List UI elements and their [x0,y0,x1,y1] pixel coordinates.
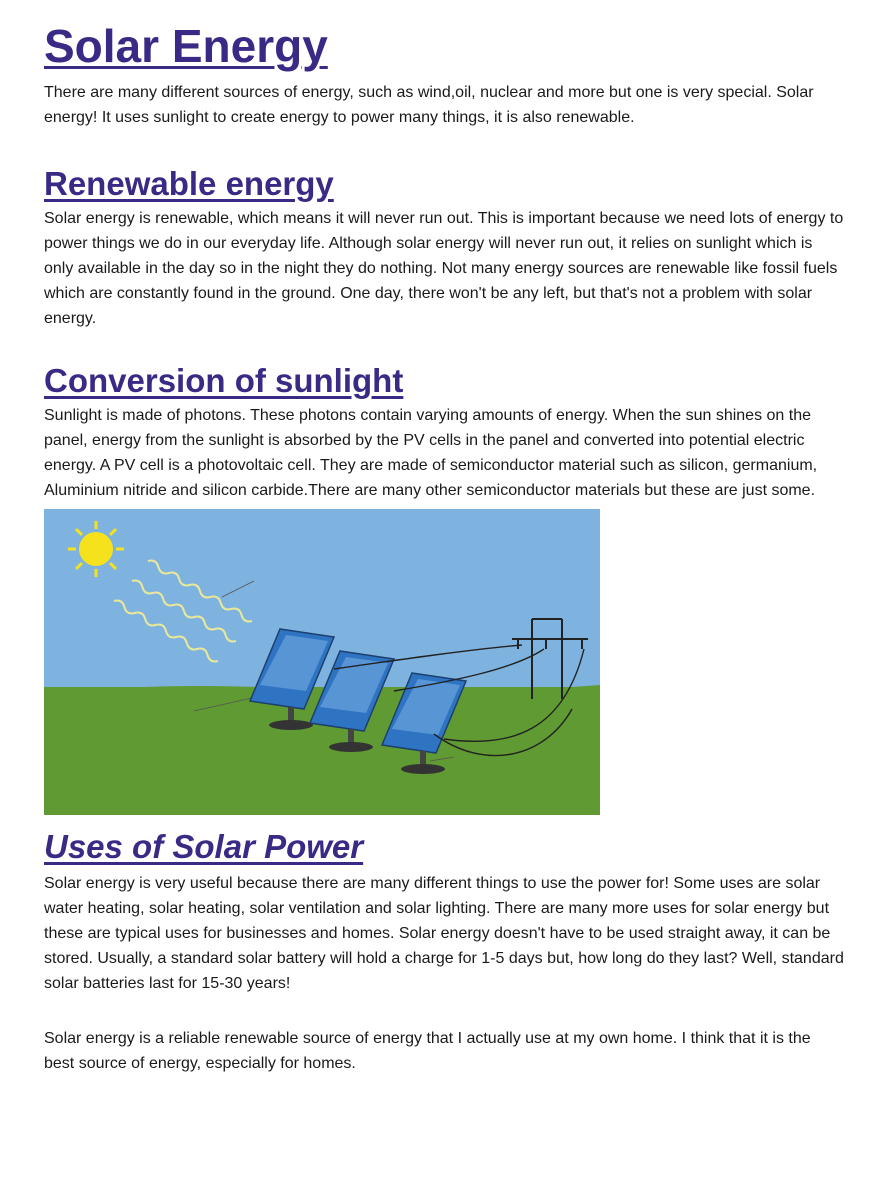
page-title: Solar Energy [44,20,328,72]
heading-uses-of-solar-power: Uses of Solar Power [44,828,364,865]
solar-panel-illustration [44,509,600,815]
paragraph-conversion-of-sunlight: Sunlight is made of photons. These photons contain varying amounts of energy. When the sun shines on the panel, energy from the sunlight is absorbed by the PV cells in the panel and converted into potential electric energy. A PV cell is a photovoltaic cell. They are made of semiconductor material such as silicon, germanium, Aluminium nitride and silicon carbide.There are many other semiconductor materials but these are just some. [44,407,818,499]
heading-renewable-energy: Renewable energy [44,165,334,202]
paragraph-uses-of-solar-power: Solar energy is very useful because there are many different things to use the power for! Some uses are solar water heating, solar heating, solar ventilation and solar lighting. There are many more uses for solar energy but these are typical uses for businesses and homes. Solar energy doesn't have to be used straight away, it can be stored. Usually, a standard solar battery will hold a charge for 1-5 days but, how long do they last? Well, standard solar batteries last for 15-30 years! [44,875,844,992]
paragraph-renewable-energy: Solar energy is renewable, which means it will never run out. This is important because we need lots of energy to power things we do in our everyday life. Although solar energy will never run out, it relies on sunlight which is only available in the day so in the night they do nothing. Not many energy sources are renewable like fossil fuels which are constantly found in the ground. One day, there won't be any left, but that's not a problem with solar energy. [44,210,844,327]
document [44,18,844,1076]
conclusion-paragraph: Solar energy is a reliable renewable source of energy that I actually use at my own home. I think that it is the best source of energy, especially for homes. [44,1030,811,1072]
heading-conversion-of-sunlight: Conversion of sunlight [44,362,404,399]
intro-paragraph: There are many different sources of energy, such as wind,oil, nuclear and more but one is very special. Solar energy! It uses sunlight to create energy to power many things, it is also renewable. [44,84,814,126]
